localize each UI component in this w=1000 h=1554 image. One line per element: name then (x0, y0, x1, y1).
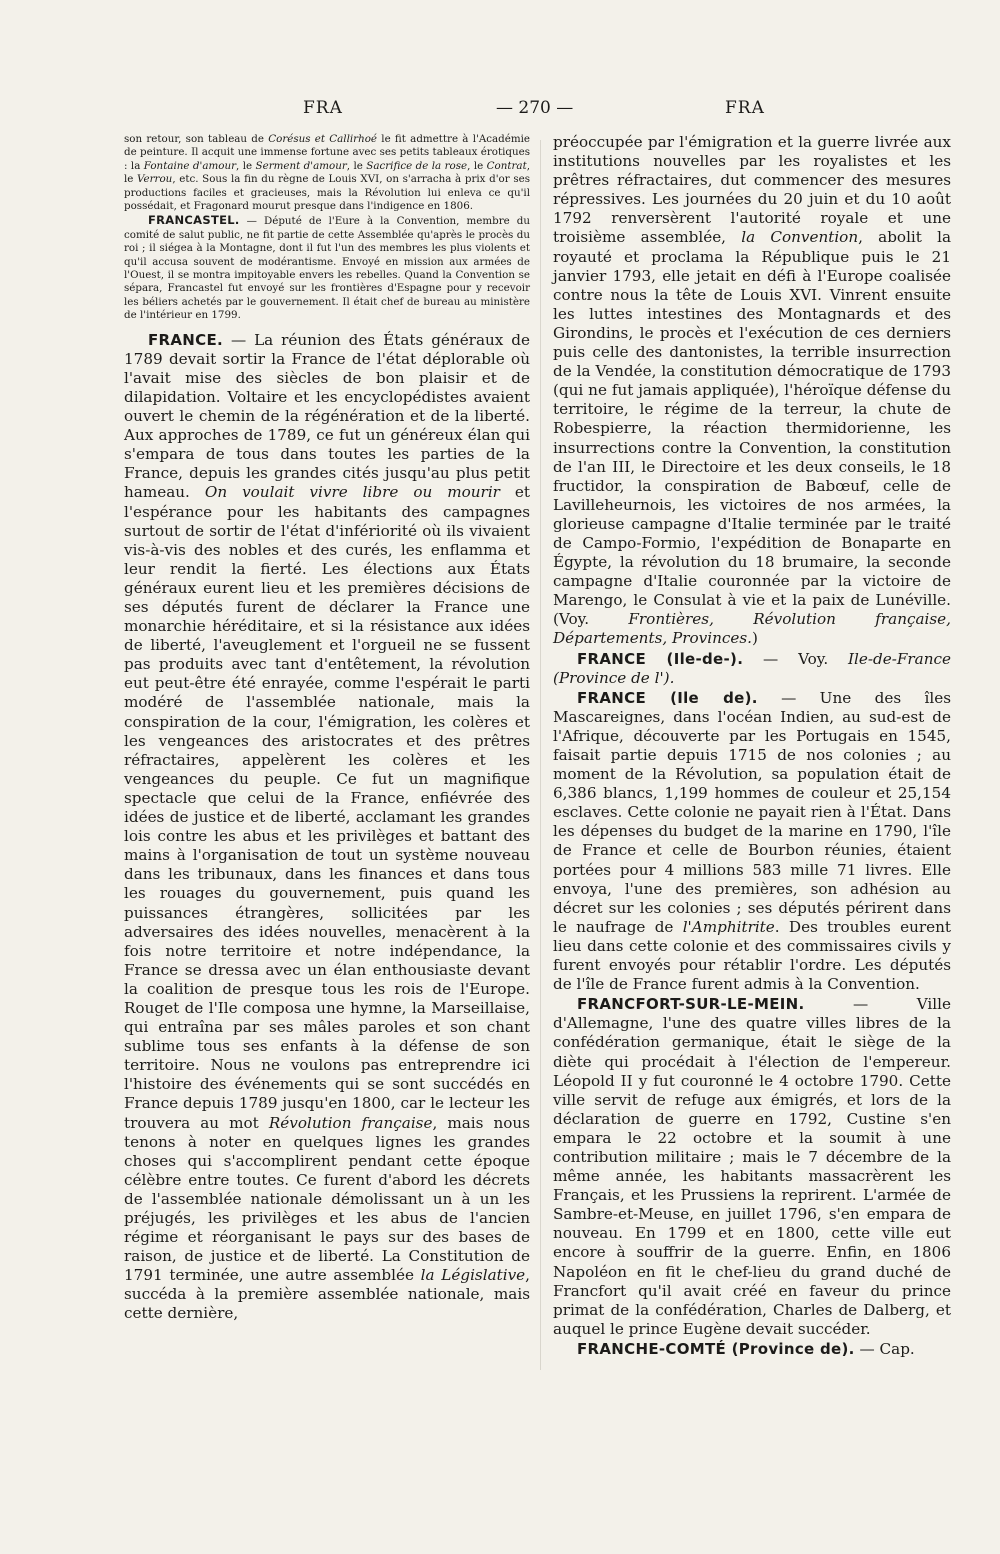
entry-france-continued (553, 133, 951, 649)
text: , le (124, 159, 530, 186)
italic-title: Verrou (137, 173, 173, 186)
small-print-section (124, 133, 530, 323)
text: — La réunion des États généraux de 1789 devait sortir la France de l'état déplorable où l'avait mise des siècles de bon plaisir et de dilapidation. Voltaire et les encyclopédistes avaient ouvert le chemin de la régénération et de la liberté. Aux approches de 1789, ce fut un généreux élan qui s'empara de tous dans toutes les parties de la France, depuis les grandes cités jusqu'au plus petit hameau. (124, 330, 530, 502)
text: le fit admettre à l'Académie de peinture. Il acquit une immense fortune avec ses petits tableaux érotiques : la (124, 133, 530, 172)
text: — Voy. (743, 649, 849, 668)
main-text-section (124, 331, 530, 1324)
left-column (124, 133, 530, 1324)
italic-phrase: On voulait vivre libre ou mourir (204, 483, 500, 502)
text: — Ville d'Allemagne, l'une des quatre villes libres de la confédération germanique, était le siège de la diète qui procédait à l'élection de l'empereur. Léopold II y fut couronné le 4 octobre 1790. Cette ville servit de refuge aux émigrés, et lors de la déclaration de guerre en 1792, Custine s'en empara le 22 octobre et la soumit à une contribution militaire ; mais le 7 décembre de la même année, les habitants massacrèrent les Français, et les Prussiens la reprirent. L'armée de Sambre-et-Meuse, en juillet 1796, s'en empara de nouveau. En 1799 et en 1800, cette ville eut encore à souffrir de la guerre. Enfin, en 1806 Napoléon en fit le chef-lieu du grand duché de Francfort qu'il avait créé en faveur du prince primat de la confédération, Charles de Dalberg, et auquel le prince Eugène devait succéder. (553, 995, 951, 1338)
entry-headword: FRANCFORT-SUR-LE-MEIN. (577, 995, 805, 1014)
header-right: FRA (725, 98, 765, 118)
text: , succéda à la première assemblée nationale, mais cette dernière, (124, 1266, 530, 1323)
text: préoccupée par l'émigration et la guerre livrée aux institutions nouvelles par les royalistes et les prêtres réfractaires, dut commencer des mesures répressives. Les journées du 20 juin et du 10 août 1792 renversèrent l'autorité royale et une troisième assemblée, (553, 133, 951, 247)
entry-france-ile (553, 689, 951, 995)
text: , le (236, 159, 256, 172)
entry-francastel (124, 214, 530, 322)
entry-franche-comte (553, 1340, 951, 1359)
italic-title: Fontaine d'amour (143, 159, 237, 172)
running-header (0, 98, 1000, 128)
italic-title: Corésus et Callirhoé (268, 133, 378, 145)
text: , le (346, 159, 367, 172)
text: son retour, son tableau de (124, 133, 269, 145)
italic-phrase: l'Amphitrite (682, 917, 775, 936)
column-divider (540, 140, 541, 1370)
entry-fragonard-continued (124, 133, 530, 213)
right-column (553, 133, 951, 1359)
text: , mais nous tenons à noter en quelques lignes les grandes choses qui s'accomplirent pendant cette époque célèbre entre toutes. Ce furent d'abord les décrets de l'assemblée nationale démolissant un à un les préjugés, les privilèges et les abus de l'ancien régime et réorganisant le pays sur des bases de raison, de justice et de liberté. La Constitution de 1791 terminée, une autre assemblée (124, 1113, 530, 1285)
text: , etc. Sous la fin du règne de Louis XVI, on s'arracha à prix d'or ses productions faciles et gracieuses, mais la Révolution lui enleva ce qu'il possédait, et Fragonard mourut presque dans l'indigence en 1806. (124, 173, 530, 213)
entry-headword: FRANCE. (148, 330, 224, 349)
page-number: — 270 — (496, 98, 574, 118)
italic-phrase: Frontières, Révolution française, Départements, Provinces. (553, 610, 951, 648)
italic-title: Serment d'amour (255, 159, 347, 172)
text: — Cap. (854, 1339, 915, 1358)
entry-francfort (553, 995, 951, 1339)
text: , le (467, 159, 487, 172)
italic-phrase: la Convention (741, 228, 859, 247)
text: et l'espérance pour les habitants des campagnes surtout de sortir de l'état d'infériorité où ils vivaient vis-à-vis des nobles et des curés, les enflamma et leur rendit la fierté. Les élections aux États généraux eurent lieu et les premières décisions de ses députés furent de déclarer la France une monarchie héréditaire, et si la résistance aux idées de liberté, l'aveuglement et l'orgueil ne se fussent pas produits avec tant d'entêtement, la révolution eut peut-être été enrayée, comme l'espérait le parti modéré de l'assemblée nationale, mais la conspiration de la cour, l'émigration, les colères et les vengeances des aristocrates et des prêtres réfractaires, appelèrent les colères et les vengeances du peuple. Ce fut un magnifique spectacle que celui de la France, enfiévrée des idées de justice et de liberté, acclamant les grandes lois contre les abus et les privilèges et battant des mains à l'organisation de tout un système nouveau dans les tribunaux, dans les finances et dans tous les rouages du gouvernement, puis quand les puissances étrangères, sollicitées par les adversaires des idées nouvelles, menacèrent à la fois notre territoire et notre indépendance, la France se dressa avec un élan enthousiaste devant la coalition de presque tous les rois de l'Europe. Rouget de l'Ile composa une hymne, la Marseillaise, qui entraîna par ses mâles paroles et son chant sublime tous ses enfants à la défense de son territoire. Nous ne voulons pas entreprendre ici l'histoire des événements qui se sont succédés en France depuis 1789 jusqu'en 1800, car le lecteur les trouvera au mot (124, 483, 531, 1132)
text: — Une des îles Mascareignes, dans l'océan Indien, au sud-est de l'Afrique, découverte par les Portugais en 1545, faisait partie depuis 1715 de nos colonies ; au moment de la Révolution, sa population était de 6,386 blancs, 1,199 hommes de couleur et 25,154 esclaves. Cette colonie ne payait rien à l'État. Dans les dépenses du budget de la marine en 1790, l'île de France et celle de Bourbon réunies, étaient portées pour 4 millions 583 mille 71 livres. Elle envoya, l'une des premières, son adhésion au décret sur les colonies ; ses députés périrent dans le naufrage de (553, 688, 951, 936)
entry-france (124, 331, 530, 1324)
italic-title: Sacrifice de la rose (366, 159, 468, 172)
italic-phrase: la Législative (420, 1266, 526, 1285)
text: , abolit la royauté et proclama la République puis le 21 janvier 1793, elle jetait en défi à l'Europe coalisée contre nous la tête de Louis XVI. Vinrent ensuite les luttes intestines des Montagnards et des Girondins, le procès et l'exécution de ces derniers puis celle des dantonistes, la terrible insurrection de la Vendée, la constitution démocratique de 1793 (qui ne fut jamais appliquée), l'héroïque défense du territoire, le régime de la terreur, la chute de Robespierre, la réaction thermidorienne, les insurrections contre la Convention, la constitution de l'an III, le Directoire et les deux conseils, le 18 fructidor, la conspiration de Babœuf, celle de Lavilleheurnois, les victoires de nos armées, la glorieuse campagne d'Italie terminée par le traité de Campo-Formio, l'expédition de Bonaparte en Égypte, la révolution du 18 brumaire, la seconde campagne d'Italie couronnée par la victoire de Marengo, le Consulat à vie et la paix de Lunéville. (Voy. (553, 228, 952, 629)
entry-headword: FRANCE (Ile de). (577, 688, 758, 707)
entry-headword: FRANCASTEL. (148, 213, 240, 228)
entry-headword: FRANCE (Ile-de-). (577, 649, 744, 668)
text: — Député de l'Eure à la Convention, membre du comité de salut public, ne fit partie de cette Assemblée qu'après le procès du roi ; il siégea à la Montagne, dont il fut l'un des membres les plus violents et qu'il accusa souvent de modérantisme. Envoyé en mission aux armées de l'Ouest, il se montra impitoyable envers les rebelles. Quand la Convention se sépara, Francastel fut envoyé sur les frontières d'Espagne pour y recevoir les béliers achetés par le gouvernement. Il était chef de bureau au ministère de l'intérieur en 1799. (124, 215, 530, 322)
entry-ile-de-france (553, 650, 951, 688)
entry-headword: FRANCHE-COMTÉ (Province de). (577, 1339, 855, 1358)
header-left: FRA (303, 98, 343, 118)
text: . Des troubles eurent lieu dans cette colonie et des commissaires civils y furent envoyés pour rétablir l'ordre. Les députés de l'île de France furent admis à la Convention. (553, 917, 951, 994)
italic-title: Contrat (486, 159, 527, 172)
text: ) (751, 629, 758, 648)
italic-phrase: Révolution française (268, 1113, 433, 1132)
italic-phrase: Ile-de-France (Province de l'). (553, 649, 951, 687)
